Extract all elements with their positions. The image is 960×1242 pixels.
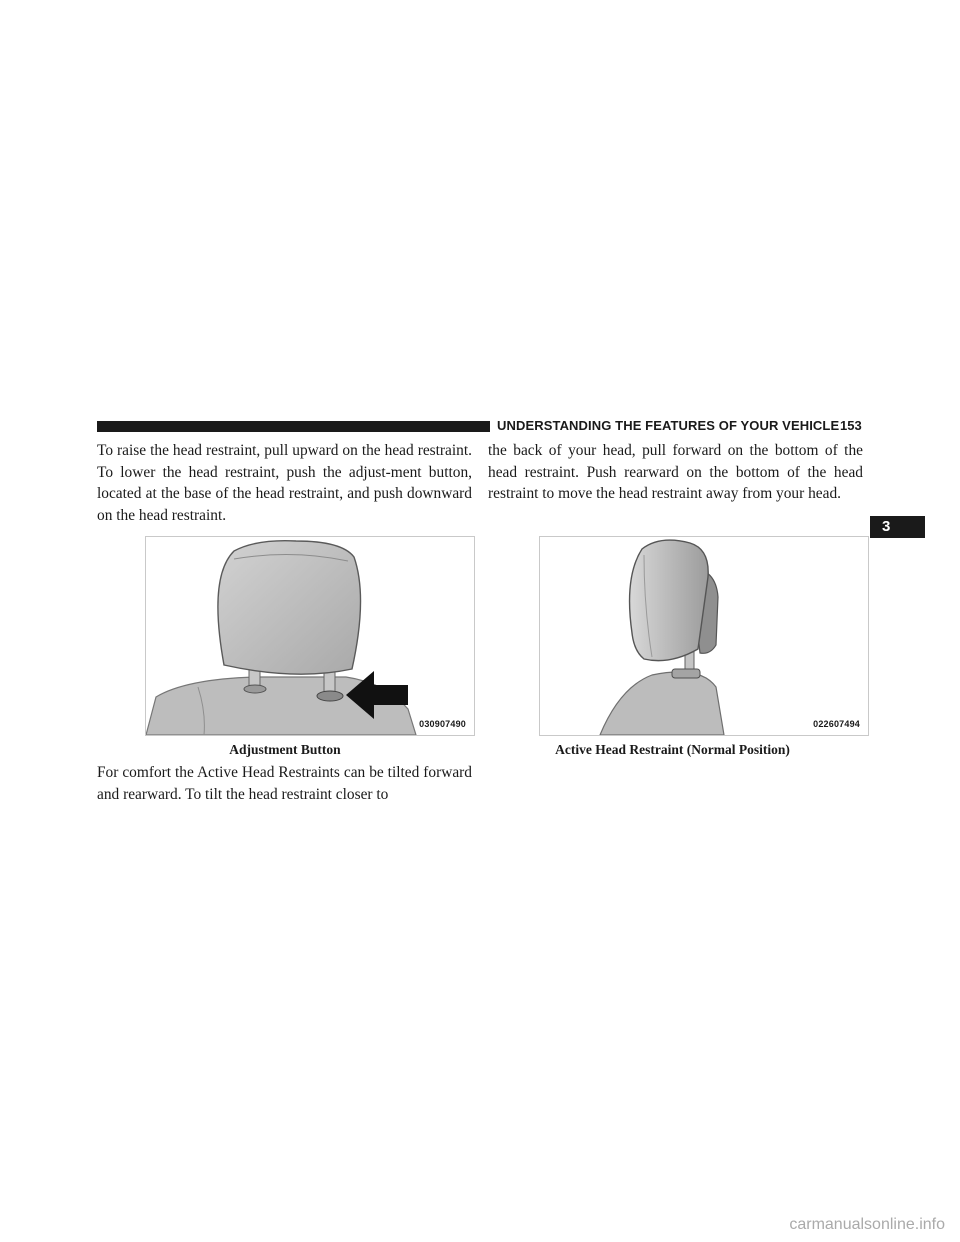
- figure-caption: Active Head Restraint (Normal Position): [555, 742, 790, 757]
- paragraph-tilt-intro: For comfort the Active Head Restraints can be tilted forward and rearward. To tilt the head restraint closer to: [97, 764, 472, 803]
- paragraph-raise-lower: To raise the head restraint, pull upward on the head restraint. To lower the head restraint, push the adjust-ment button, located at the base of the head restraint, and push downward on the head restraint.: [97, 442, 472, 524]
- figure-adjustment-button: [145, 536, 475, 736]
- header-rule: [97, 421, 490, 432]
- figure-active-head-restraint: [539, 536, 869, 736]
- watermark: carmanualsonline.info: [789, 1216, 945, 1233]
- headrest-front-illustration: [146, 537, 474, 735]
- figure-id-code: 022607494: [813, 719, 860, 729]
- figure-id-code: 030907490: [419, 719, 466, 729]
- headrest-side-illustration: [540, 537, 868, 735]
- chapter-tab[interactable]: 3: [870, 516, 925, 538]
- running-header-title: UNDERSTANDING THE FEATURES OF YOUR VEHICLE: [497, 418, 840, 433]
- figure-caption: Adjustment Button: [229, 742, 341, 757]
- paragraph-tilt-detail: the back of your head, pull forward on the bottom of the head restraint. Push rearward on the bottom of the head restraint to move the head restraint away from your head.: [488, 442, 863, 502]
- page-number: 153: [840, 418, 862, 433]
